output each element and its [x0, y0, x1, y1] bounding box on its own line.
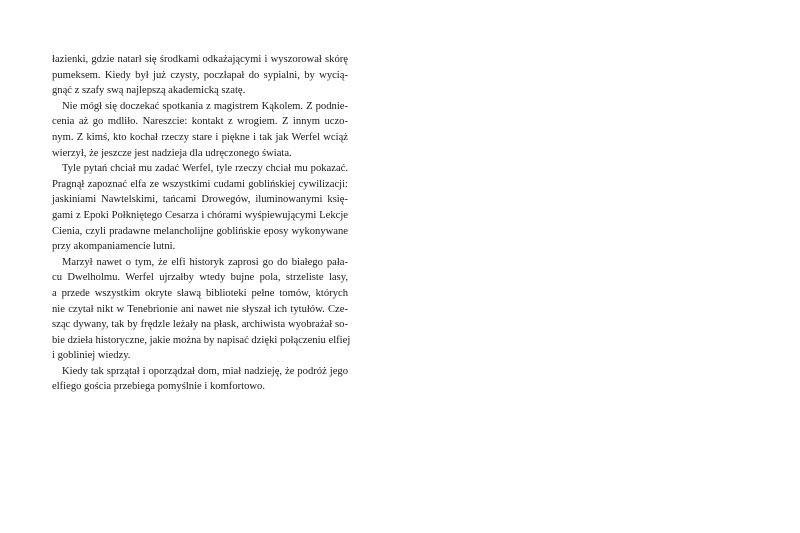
- text-line: i gobliniej wiedzy.: [52, 350, 131, 362]
- body-text: [52, 52, 351, 395]
- text-line: sząc dywany, tak by frędzle leżały na płask, archiwista wyobrażał so-: [52, 319, 348, 331]
- text-line: nie czytał nikt w Tenebrionie ani nawet nie słyszał ich tytułów. Cze-: [52, 303, 348, 315]
- text-line: pumeksem. Kiedy był już czysty, poczłapał do sypialni, by wycią-: [52, 69, 348, 81]
- text-line: przy akompaniamencie lutni.: [52, 241, 176, 253]
- text-line: łazienki, gdzie natarł się środkami odkażającymi i wyszorował skórę: [52, 54, 348, 65]
- text-line: nym. Z kimś, kto kochał rzeczy stare i piękne i tak jak Werfel wciąż: [52, 131, 348, 143]
- text-line: gnąć z szafy swą najlepszą akademicką szatę.: [52, 85, 246, 97]
- text-line: cu Dwelholmu. Werfel ujrzałby wtedy bujne pola, strzeliste lasy,: [52, 272, 348, 284]
- text-line: a przede wszystkim okryte sławą biblioteki pełne tomów, których: [52, 287, 348, 299]
- text-line: gami z Epoki Połkniętego Cesarza i chórami wyśpiewującymi Lekcje: [52, 209, 348, 221]
- text-line: jaskiniami Nawtelskimi, tańcami Drowegów, iluminowanymi księ-: [52, 194, 348, 206]
- text-line: Nie mógł się doczekać spotkania z magistrem Kąkolem. Z podnie-: [62, 100, 348, 112]
- text-line: Tyle pytań chciał mu zadać Werfel, tyle rzeczy chciał mu pokazać.: [62, 163, 348, 175]
- text-line: Pragnął zapoznać elfa ze wszystkimi cudami goblińskiej cywilizacji:: [52, 178, 348, 190]
- text-line: Cienia, czyli pradawne melancholijne goblińskie eposy wykonywane: [52, 225, 348, 237]
- text-line: elfiego gościa przebiega pomyślnie i komfortowo.: [52, 381, 265, 393]
- right-page-blank: [400, 0, 800, 533]
- text-line: cenia aż go mdliło. Nareszcie: kontakt z wrogiem. Z innym uczo-: [52, 116, 348, 128]
- text-line: bie dzieła historyczne, jakie można by napisać dzięki połączeniu elfiej: [52, 334, 351, 346]
- text-line: Marzył nawet o tym, że elfi historyk zaprosi go do białego pała-: [62, 256, 348, 268]
- text-line: Kiedy tak sprzątał i oporządzał dom, miał nadzieję, że podróż jego: [62, 365, 348, 377]
- text-line: wierzył, że jeszcze jest nadzieja dla udręczonego świata.: [52, 147, 292, 159]
